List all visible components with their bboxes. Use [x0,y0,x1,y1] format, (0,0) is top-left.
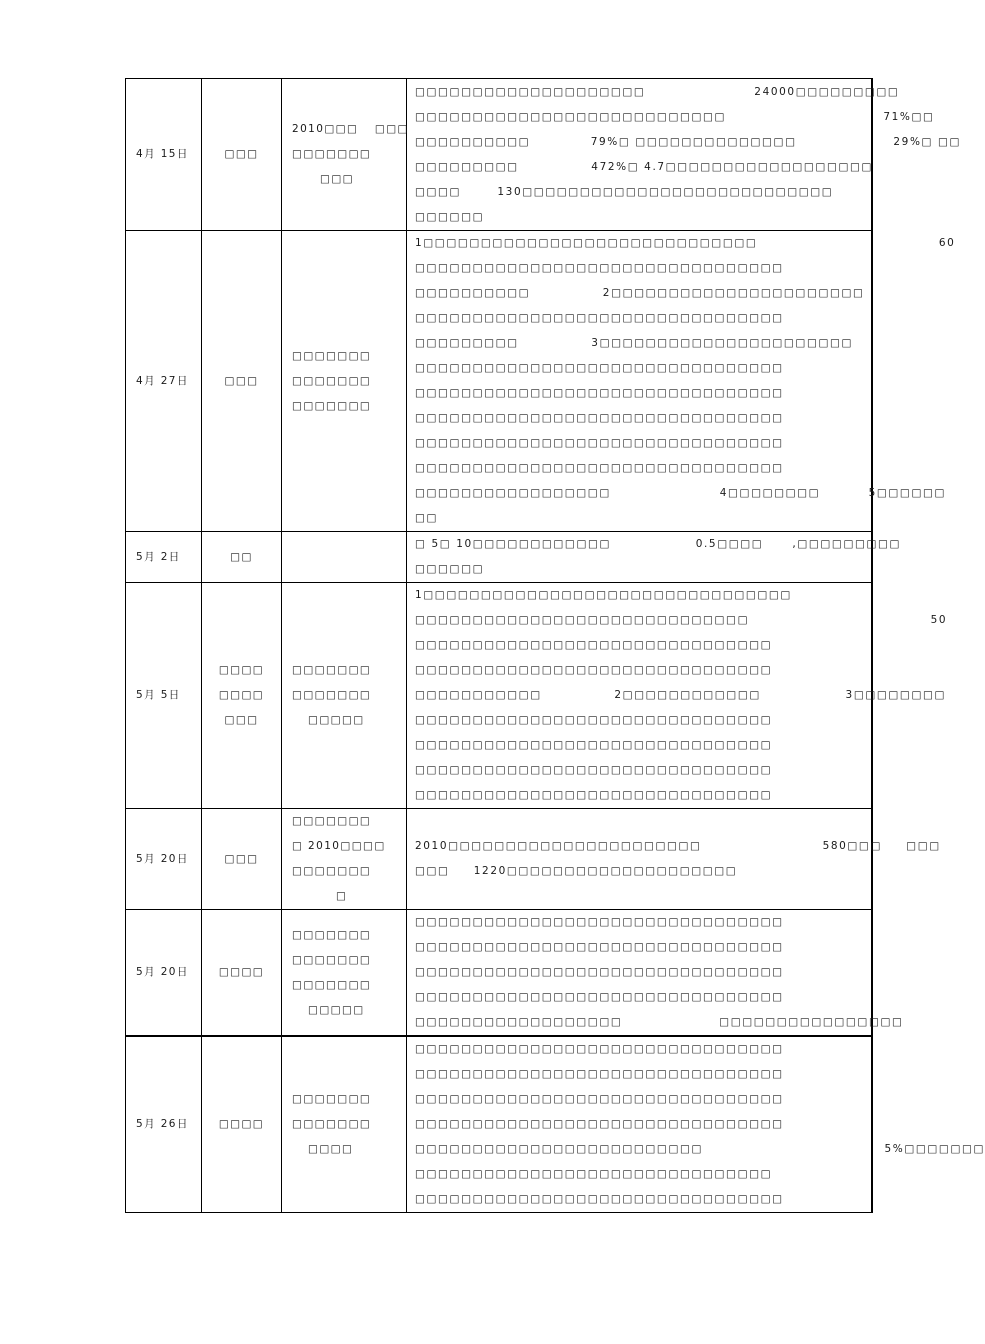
source-cell: □□□ [202,79,282,231]
title-cell: □□□□□□□ □□□□□□□ □□□□□□□ □□□□□ [282,910,407,1037]
table-row [126,79,872,231]
content-cell: □□□□□□□□□□□□□□□□□□□□ 24000□□□□□□□□□ □□□□□□□□□□□□□□□□□□□□□□□□□□□ 71%□□ □□□□□□□□□□ 79%□ □□□□□□□□□□□□□□ 29%□ □□ □□□□□□□□□ 472%□ 4.7□□□□□□□□□□□□□□□□□□ □□□□ 130□□□□□□□□□□□□□□□□□□□□□□□□□□□ □□□□□□ [407,79,872,231]
title-cell: 2010□□□ □□□ □□□□□□□ □□□ [282,79,407,231]
source-cell: □□□□ [202,910,282,1037]
date-cell: 5月 20日 [126,910,202,1037]
news-table [125,78,985,1213]
date-cell: 5月 20日 [126,809,202,910]
date-cell: 5月 26日 [126,1036,202,1213]
content-cell: □ 5□ 10□□□□□□□□□□□□ 0.5□□□□ ,□□□□□□□□□ □□□□□□ [407,532,872,583]
source-cell: □□□ [202,809,282,910]
table-row [126,532,872,583]
date-cell: 5月 2日 [126,532,202,583]
content-cell: 1□□□□□□□□□□□□□□□□□□□□□□□□□□□□□□□□ □□□□□□□□□□□□□□□□□□□□□□□□□□□□□ 50 □□□□□□□□□□□□□□□□□□□□□□□□□□□□□□□ □□□□□□□□□□□□□□□□□□□□□□□□□□□□□□□ □□□□□□□□□□□ 2□□□□□□□□□□□□ 3□□□□□□□□ □□□□□□□□□□□□□□□□□□□□□□□□□□□□□□□ □□□□□□□□□□□□□□□□□□□□□□□□□□□□□□□ □□□□□□□□□□□□□□□□□□□□□□□□□□□□□□□ □□□□□□□□□□□□□□□□□□□□□□□□□□□□□□□ [407,583,872,809]
source-cell: □□□□ [202,1036,282,1213]
title-cell: □□□□□□□ □ 2010□□□□ □□□□□□□ □ [282,809,407,910]
source-cell: □□ [202,532,282,583]
title-cell [282,532,407,583]
table-row [126,910,872,1037]
table-row [126,583,872,809]
source-cell: □□□ [202,231,282,532]
table-row [126,809,872,910]
content-cell: 1□□□□□□□□□□□□□□□□□□□□□□□□□□□□□ 60 □□□□□□□□□□□□□□□□□□□□□□□□□□□□□□□□ □□□□□□□□□□ 2□□□□□□□□□□□□□□□□□□□□□□ □□□□□□□□□□□□□□□□□□□□□□□□□□□□□□□□ □□□□□□□□□ 3□□□□□□□□□□□□□□□□□□□□□□ □□□□□□□□□□□□□□□□□□□□□□□□□□□□□□□□ □□□□□□□□□□□□□□□□□□□□□□□□□□□□□□□□ □□□□□□□□□□□□□□□□□□□□□□□□□□□□□□□□ □□□□□□□□□□□□□□□□□□□□□□□□□□□□□□□□ □□□□□□□□□□□□□□□□□□□□□□□□□□□□□□□□ □□□□□□□□□□□□□□□□□ 4□□□□□□□□ 5□□□□□□ □□ [407,231,872,532]
date-cell: 4月 15日 [126,79,202,231]
title-cell: □□□□□□□ □□□□□□□ □□□□ [282,1036,407,1213]
source-cell: □□□□ □□□□ □□□ [202,583,282,809]
title-cell: □□□□□□□ □□□□□□□ □□□□□ [282,583,407,809]
content-cell: □□□□□□□□□□□□□□□□□□□□□□□□□□□□□□□□ □□□□□□□□□□□□□□□□□□□□□□□□□□□□□□□□ □□□□□□□□□□□□□□□□□□□□□□□□□□□□□□□□ □□□□□□□□□□□□□□□□□□□□□□□□□□□□□□□□ □□□□□□□□□□□□□□□□□□□□□□□□□ 5%□□□□□□□ □□□□□□□□□□□□□□□□□□□□□□□□□□□□□□□ □□□□□□□□□□□□□□□□□□□□□□□□□□□□□□□□ [407,1036,872,1213]
table-row [126,1036,872,1213]
date-cell: 4月 27日 [126,231,202,532]
content-cell: □□□□□□□□□□□□□□□□□□□□□□□□□□□□□□□□ □□□□□□□□□□□□□□□□□□□□□□□□□□□□□□□□ □□□□□□□□□□□□□□□□□□□□□□□□□□□□□□□□ □□□□□□□□□□□□□□□□□□□□□□□□□□□□□□□□ □□□□□□□□□□□□□□□□□□ □□□□□□□□□□□□□□□□ [407,910,872,1037]
table-row [126,231,872,532]
date-cell: 5月 5日 [126,583,202,809]
content-cell: 2010□□□□□□□□□□□□□□□□□□□□□□ 580□□□ □□□ □□□ 1220□□□□□□□□□□□□□□□□□□□□ [407,809,872,910]
title-cell: □□□□□□□ □□□□□□□ □□□□□□□ [282,231,407,532]
